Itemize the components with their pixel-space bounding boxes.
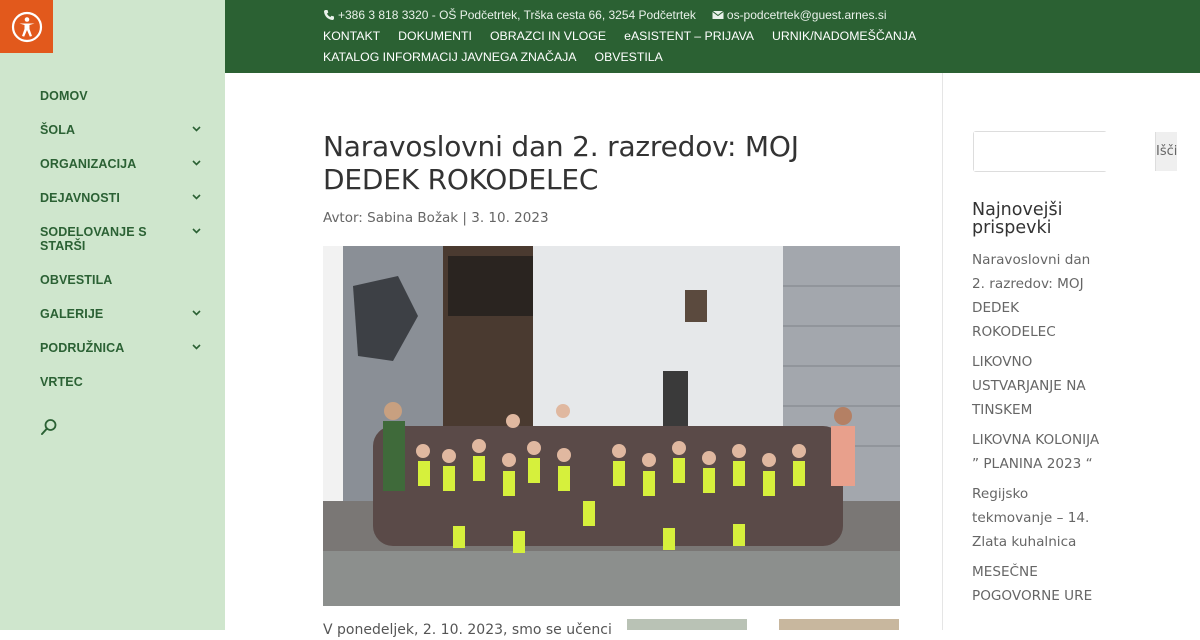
chevron-down-icon[interactable] <box>190 156 203 169</box>
search-button[interactable]: Išči <box>1155 132 1177 171</box>
top-link-katalog[interactable]: KATALOG INFORMACIJ JAVNEGA ZNAČAJA <box>323 50 577 64</box>
search-input[interactable] <box>974 132 1155 171</box>
recent-post-link[interactable]: LIKOVNA KOLONIJA ” PLANINA 2023 “ <box>972 432 1100 472</box>
recent-post-link[interactable]: LIKOVNO USTVARJANJE NA TINSKEM <box>972 354 1086 418</box>
nav-item-label: PODRUŽNICA <box>40 341 125 355</box>
nav-item-label: OBVESTILA <box>40 273 113 287</box>
post-header <box>323 120 903 226</box>
top-bar <box>225 0 1200 73</box>
nav-item-vrtec[interactable] <box>40 374 215 390</box>
top-link-obvestila[interactable]: OBVESTILA <box>594 50 663 64</box>
nav-item-sola[interactable] <box>40 122 215 138</box>
nav-item-sodelovanje[interactable] <box>40 224 215 254</box>
nav-item-label: VRTEC <box>40 375 83 389</box>
recent-post-link[interactable]: Regijsko tekmovanje – 14. Zlata kuhalnica <box>972 486 1090 550</box>
post-meta: Avtor: Sabina Božak | 3. 10. 2023 <box>323 210 549 226</box>
nav-item-organizacija[interactable] <box>40 156 215 172</box>
chevron-down-icon[interactable] <box>190 224 203 237</box>
main-nav <box>40 88 215 408</box>
nav-item-label: DOMOV <box>40 89 88 103</box>
top-link-dokumenti[interactable]: DOKUMENTI <box>398 29 472 43</box>
top-link-urnik[interactable]: URNIK/NADOMEŠČANJA <box>771 29 917 43</box>
post-excerpt: V ponedeljek, 2. 10. 2023, smo se učenci <box>323 622 612 638</box>
sidebar <box>0 0 225 630</box>
search-icon[interactable] <box>40 418 58 436</box>
phone-text[interactable]: +386 3 818 3320 - OŠ Podčetrtek, Trška cesta 66, 3254 Podčetrtek <box>338 8 696 22</box>
contact-info <box>323 8 886 22</box>
nav-item-obvestila[interactable] <box>40 272 215 288</box>
envelope-icon <box>712 9 724 21</box>
nav-item-label: ORGANIZACIJA <box>40 157 137 171</box>
email-link[interactable] <box>712 8 887 22</box>
nav-item-label: ŠOLA <box>40 123 76 137</box>
accessibility-icon <box>11 11 43 43</box>
recent-post-link[interactable]: Naravoslovni dan 2. razredov: MOJ DEDEK ROKODELEC <box>972 252 1091 340</box>
recent-post-link[interactable]: MESEČNE POGOVORNE URE <box>972 564 1093 604</box>
top-link-kontakt[interactable]: KONTAKT <box>323 29 381 43</box>
nav-item-galerije[interactable] <box>40 306 215 322</box>
search-form <box>973 131 1178 172</box>
recent-posts-list <box>972 248 1107 614</box>
chevron-down-icon[interactable] <box>190 122 203 135</box>
phone-icon <box>323 9 335 21</box>
chevron-down-icon[interactable] <box>190 340 203 353</box>
post-title: Naravoslovni dan 2. razredov: MOJ DEDEK ROKODELEC <box>323 130 799 196</box>
top-links <box>323 28 963 65</box>
recent-posts-title: Najnovejši prispevki <box>972 200 1063 238</box>
nav-item-label: SODELOVANJE S STARŠI <box>40 225 147 253</box>
nav-item-label: DEJAVNOSTI <box>40 191 120 205</box>
post-featured-image <box>323 246 900 606</box>
nav-item-label: GALERIJE <box>40 307 104 321</box>
nav-item-podruznica[interactable] <box>40 340 215 356</box>
sidebar-divider <box>942 73 943 630</box>
chevron-down-icon[interactable] <box>190 306 203 319</box>
gallery-thumbnail[interactable] <box>779 619 899 630</box>
top-link-obrazci[interactable]: OBRAZCI IN VLOGE <box>489 29 607 43</box>
gallery-thumbnail[interactable] <box>627 619 747 630</box>
nav-item-dejavnosti[interactable] <box>40 190 215 206</box>
chevron-down-icon[interactable] <box>190 190 203 203</box>
email-text: os-podcetrtek@guest.arnes.si <box>726 8 887 22</box>
accessibility-button[interactable] <box>0 0 53 53</box>
top-link-easistent[interactable]: eASISTENT – PRIJAVA <box>624 29 754 43</box>
nav-item-domov[interactable] <box>40 88 215 104</box>
